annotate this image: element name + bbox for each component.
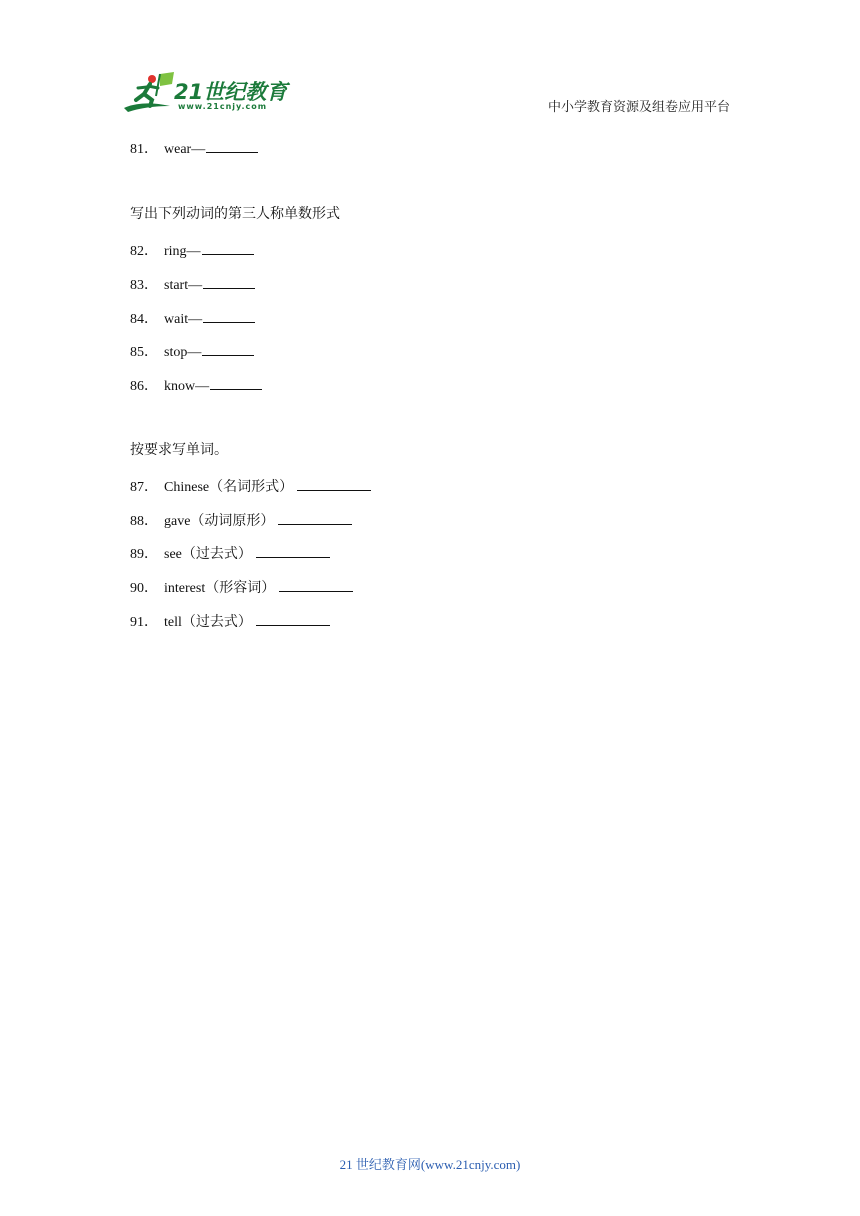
question-89 xyxy=(130,543,330,564)
answer-blank[interactable] xyxy=(279,577,353,592)
answer-blank[interactable] xyxy=(203,308,255,323)
page-footer[interactable]: 21 世纪教育网(www.21cnjy.com) xyxy=(339,1157,521,1172)
question-91 xyxy=(130,611,330,632)
question-number: 81． xyxy=(130,142,158,157)
runner-logo-icon xyxy=(122,70,178,116)
logo-wordmark: 21世纪教育 xyxy=(174,80,288,104)
answer-blank[interactable] xyxy=(297,476,371,491)
question-text: start— xyxy=(164,278,203,293)
question-number: 91． xyxy=(130,615,158,630)
question-number: 87． xyxy=(130,480,158,495)
question-85 xyxy=(130,341,254,362)
question-number: 88． xyxy=(130,514,158,529)
answer-blank[interactable] xyxy=(278,510,352,525)
question-text: tell（过去式） xyxy=(164,615,252,630)
answer-blank[interactable] xyxy=(202,341,254,356)
answer-blank[interactable] xyxy=(210,375,262,390)
site-logo[interactable] xyxy=(122,70,292,116)
question-84 xyxy=(130,308,255,329)
answer-blank[interactable] xyxy=(202,240,254,255)
answer-blank[interactable] xyxy=(206,138,258,153)
answer-blank[interactable] xyxy=(256,543,330,558)
question-86 xyxy=(130,375,262,396)
question-number: 84． xyxy=(130,312,158,327)
question-82 xyxy=(130,240,254,261)
question-number: 90． xyxy=(130,581,158,596)
question-text: ring— xyxy=(164,244,201,259)
question-number: 85． xyxy=(130,345,158,360)
question-text: gave（动词原形） xyxy=(164,514,275,529)
page-header xyxy=(0,0,860,120)
question-87 xyxy=(130,476,371,497)
section-title-word-forms: 按要求写单词。 xyxy=(130,443,228,458)
question-number: 83． xyxy=(130,278,158,293)
question-83 xyxy=(130,274,255,295)
header-tagline: 中小学教育资源及组卷应用平台 xyxy=(547,99,730,114)
question-81 xyxy=(130,138,258,159)
question-number: 89． xyxy=(130,547,158,562)
answer-blank[interactable] xyxy=(256,611,330,626)
question-text: wear— xyxy=(164,142,206,157)
question-number: 82． xyxy=(130,244,158,259)
question-text: stop— xyxy=(164,345,202,360)
question-text: Chinese（名词形式） xyxy=(164,480,294,495)
question-number: 86． xyxy=(130,379,158,394)
question-text: interest（形容词） xyxy=(164,581,276,596)
answer-blank[interactable] xyxy=(203,274,255,289)
question-90 xyxy=(130,577,353,598)
question-text: know— xyxy=(164,379,210,394)
logo-url: www.21cnjy.com xyxy=(178,102,268,111)
question-text: wait— xyxy=(164,312,203,327)
question-text: see（过去式） xyxy=(164,547,252,562)
section-title-third-person: 写出下列动词的第三人称单数形式 xyxy=(130,207,340,222)
question-88 xyxy=(130,510,352,531)
